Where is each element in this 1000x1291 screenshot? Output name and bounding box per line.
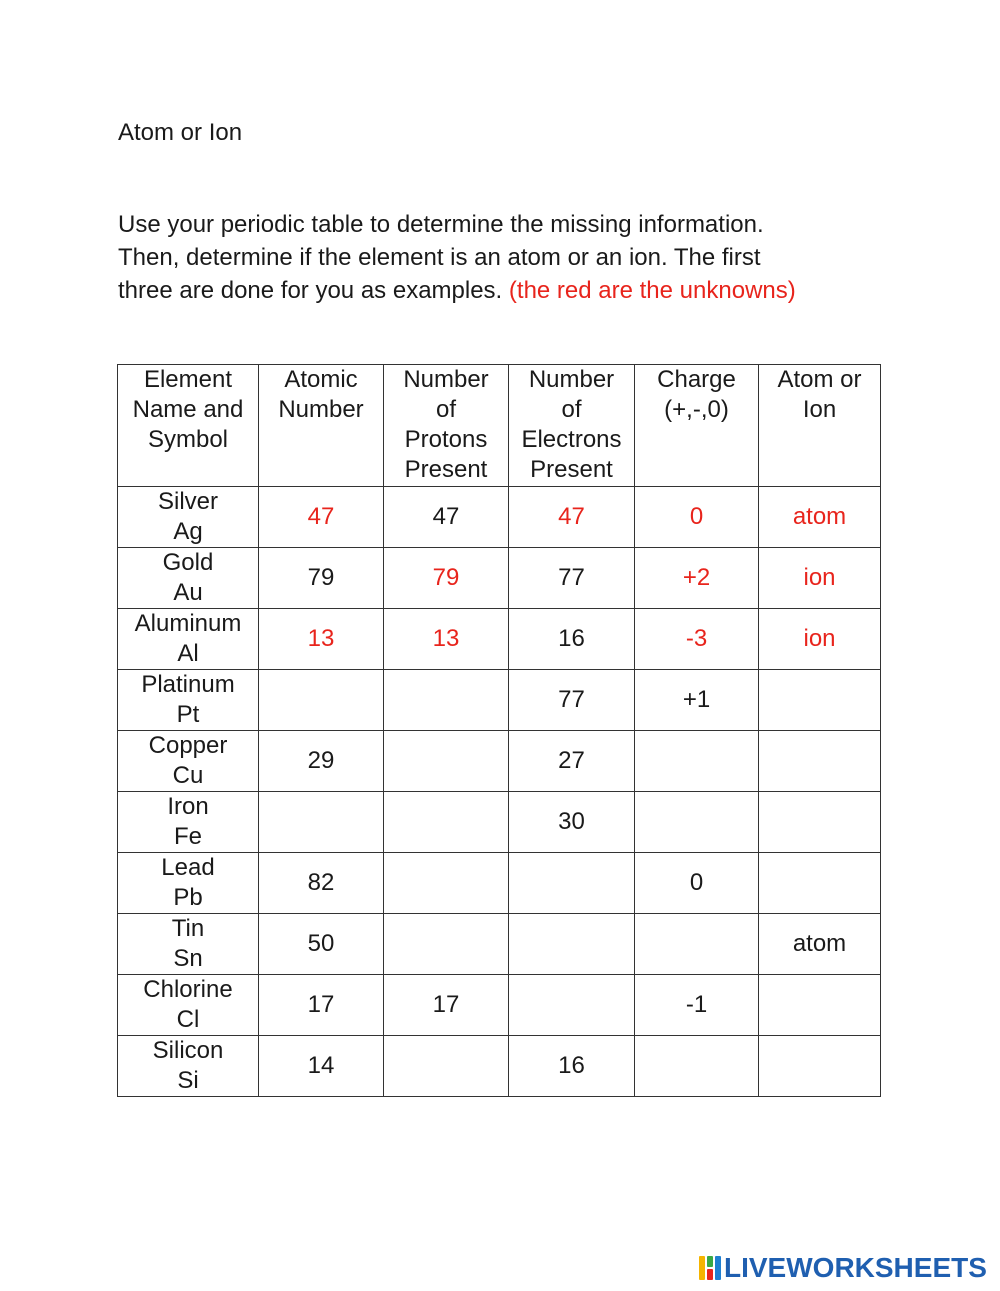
element-cell bbox=[118, 670, 259, 731]
charge-cell: 0 bbox=[635, 487, 759, 548]
element-symbol: Sn bbox=[173, 945, 203, 972]
electrons-cell: 47 bbox=[509, 487, 635, 548]
table-row bbox=[118, 975, 881, 1036]
element-name: Gold bbox=[162, 549, 214, 576]
element-cell bbox=[118, 792, 259, 853]
element-name: Chlorine bbox=[143, 976, 233, 1003]
instructions-line-3 bbox=[118, 274, 898, 307]
protons-cell bbox=[384, 853, 509, 914]
charge-cell bbox=[635, 731, 759, 792]
charge-cell: 0 bbox=[635, 853, 759, 914]
column-header-line: Number bbox=[403, 366, 489, 393]
charge-cell: +1 bbox=[635, 670, 759, 731]
element-symbol: Pt bbox=[176, 701, 200, 728]
element-name: Iron bbox=[167, 793, 209, 820]
element-cell bbox=[118, 731, 259, 792]
brand-name: LIVEWORKSHEETS bbox=[724, 1252, 987, 1283]
column-header-5 bbox=[635, 365, 759, 487]
element-symbol: Pb bbox=[173, 884, 203, 911]
element-cell bbox=[118, 975, 259, 1036]
table-header-row bbox=[118, 365, 881, 487]
type-cell bbox=[759, 670, 881, 731]
type-cell bbox=[759, 975, 881, 1036]
protons-cell bbox=[384, 792, 509, 853]
column-header-line: (+,-,0) bbox=[664, 396, 729, 423]
table-row bbox=[118, 853, 881, 914]
column-header-line: Atom or bbox=[777, 366, 862, 393]
electrons-cell bbox=[509, 975, 635, 1036]
charge-cell bbox=[635, 1036, 759, 1097]
charge-cell: +2 bbox=[635, 548, 759, 609]
column-header-line: Number bbox=[278, 396, 364, 423]
atomic-cell: 82 bbox=[259, 853, 384, 914]
element-name: Platinum bbox=[141, 671, 235, 698]
table-row bbox=[118, 731, 881, 792]
atomic-cell bbox=[259, 792, 384, 853]
element-symbol: Cu bbox=[172, 762, 204, 789]
type-cell bbox=[759, 731, 881, 792]
column-header-line: Present bbox=[404, 456, 488, 483]
protons-cell: 79 bbox=[384, 548, 509, 609]
element-name: Tin bbox=[171, 915, 205, 942]
electrons-cell: 77 bbox=[509, 670, 635, 731]
protons-cell: 13 bbox=[384, 609, 509, 670]
table-row bbox=[118, 487, 881, 548]
type-cell bbox=[759, 1036, 881, 1097]
type-cell: ion bbox=[759, 609, 881, 670]
column-header-4 bbox=[509, 365, 635, 487]
table-row bbox=[118, 792, 881, 853]
element-symbol: Au bbox=[173, 579, 203, 606]
element-symbol: Si bbox=[177, 1067, 199, 1094]
column-header-line: Ion bbox=[802, 396, 837, 423]
type-cell: ion bbox=[759, 548, 881, 609]
column-header-2 bbox=[259, 365, 384, 487]
column-header-line: Charge bbox=[657, 366, 736, 393]
electrons-cell: 16 bbox=[509, 609, 635, 670]
electrons-cell bbox=[509, 853, 635, 914]
charge-cell: -3 bbox=[635, 609, 759, 670]
element-symbol: Fe bbox=[173, 823, 202, 850]
element-name: Silver bbox=[157, 488, 218, 515]
atomic-cell: 13 bbox=[259, 609, 384, 670]
element-cell bbox=[118, 548, 259, 609]
electrons-cell: 77 bbox=[509, 548, 635, 609]
column-header-line: Element bbox=[143, 366, 233, 393]
electrons-cell: 16 bbox=[509, 1036, 635, 1097]
atomic-cell: 17 bbox=[259, 975, 384, 1036]
type-cell bbox=[759, 853, 881, 914]
table-row bbox=[118, 670, 881, 731]
atomic-cell: 14 bbox=[259, 1036, 384, 1097]
atomic-cell bbox=[259, 670, 384, 731]
charge-cell bbox=[635, 914, 759, 975]
table-row bbox=[118, 1036, 881, 1097]
element-cell bbox=[118, 609, 259, 670]
element-name: Lead bbox=[161, 854, 215, 881]
instructions-line-1: Use your periodic table to determine the missing information. bbox=[118, 211, 764, 238]
unknowns-note: (the red are the unknowns) bbox=[508, 277, 796, 304]
column-header-line: Symbol bbox=[147, 426, 229, 453]
table-row bbox=[118, 609, 881, 670]
atomic-cell: 47 bbox=[259, 487, 384, 548]
element-cell bbox=[118, 487, 259, 548]
instructions-line-3-text: three are done for you as examples. bbox=[118, 277, 503, 304]
atomic-cell: 29 bbox=[259, 731, 384, 792]
element-symbol: Cl bbox=[176, 1006, 200, 1033]
column-header-6 bbox=[759, 365, 881, 487]
protons-cell bbox=[384, 670, 509, 731]
column-header-line: Name and bbox=[132, 396, 244, 423]
element-name: Copper bbox=[148, 732, 228, 759]
instructions bbox=[118, 208, 898, 307]
column-header-line: Present bbox=[530, 456, 613, 483]
atomic-cell: 79 bbox=[259, 548, 384, 609]
element-cell bbox=[118, 914, 259, 975]
element-name: Silicon bbox=[152, 1037, 224, 1064]
electrons-cell: 30 bbox=[509, 792, 635, 853]
protons-cell bbox=[384, 914, 509, 975]
protons-cell bbox=[384, 731, 509, 792]
charge-cell: -1 bbox=[635, 975, 759, 1036]
atom-ion-table bbox=[117, 364, 881, 1097]
type-cell: atom bbox=[759, 487, 881, 548]
element-symbol: Ag bbox=[173, 518, 203, 545]
table-body bbox=[118, 487, 881, 1097]
element-cell bbox=[118, 853, 259, 914]
protons-cell: 47 bbox=[384, 487, 509, 548]
column-header-1 bbox=[118, 365, 259, 487]
element-symbol: Al bbox=[177, 640, 199, 667]
page-title: Atom or Ion bbox=[118, 119, 243, 146]
table-row bbox=[118, 548, 881, 609]
column-header-3 bbox=[384, 365, 509, 487]
column-header-line: Atomic bbox=[284, 366, 358, 393]
electrons-cell: 27 bbox=[509, 731, 635, 792]
brand-footer bbox=[698, 1253, 987, 1283]
protons-cell bbox=[384, 1036, 509, 1097]
charge-cell bbox=[635, 792, 759, 853]
column-header-line: Protons bbox=[404, 426, 488, 453]
element-name: Aluminum bbox=[134, 610, 242, 637]
protons-cell: 17 bbox=[384, 975, 509, 1036]
liveworksheets-logo-icon bbox=[698, 1255, 722, 1281]
type-cell: atom bbox=[759, 914, 881, 975]
column-header-line: Electrons bbox=[521, 426, 622, 453]
atomic-cell: 50 bbox=[259, 914, 384, 975]
column-header-line: of bbox=[435, 396, 456, 423]
element-cell bbox=[118, 1036, 259, 1097]
instructions-line-2: Then, determine if the element is an atom or an ion. The first bbox=[118, 244, 761, 271]
table-row bbox=[118, 914, 881, 975]
type-cell bbox=[759, 792, 881, 853]
column-header-line: of bbox=[561, 396, 582, 423]
electrons-cell bbox=[509, 914, 635, 975]
column-header-line: Number bbox=[528, 366, 615, 393]
